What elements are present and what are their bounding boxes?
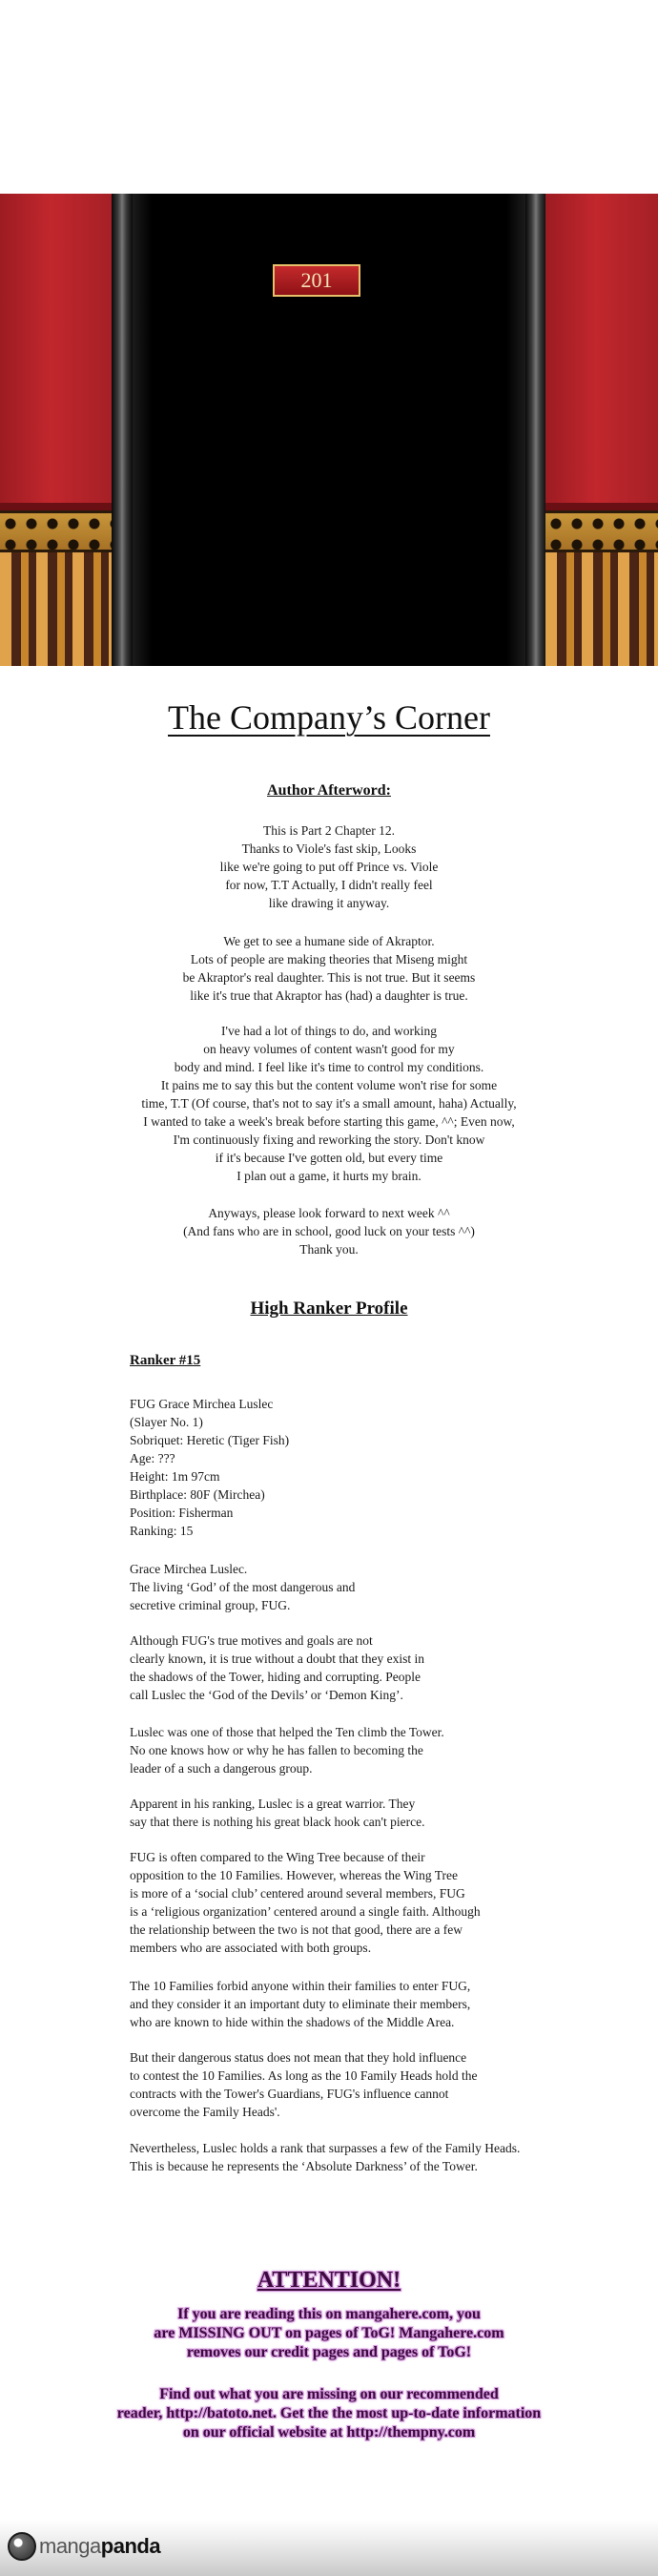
afterword-line: It pains me to say this but the content volume won't rise for some <box>160 1078 498 1092</box>
profile-line: who are known to hide within the shadows of the Middle Area. <box>130 2015 455 2029</box>
profile-line: Apparent in his ranking, Luslec is a great warrior. They <box>130 1797 416 1811</box>
afterword-line: like it's true that Akraptor has (had) a daughter is true. <box>190 988 468 1003</box>
stat-line: (Slayer No. 1) <box>130 1415 203 1429</box>
afterword-line: Thank you. <box>299 1242 359 1257</box>
profile-heading: High Ranker Profile <box>250 1298 408 1319</box>
profile-line: Luslec was one of those that helped the Ten climb the Tower. <box>130 1725 444 1739</box>
afterword-paragraph-1 <box>0 821 658 912</box>
profile-line: to contest the 10 Families. As long as the 10 Family Heads hold the <box>130 2068 478 2083</box>
profile-paragraph-6 <box>130 1977 607 2031</box>
stat-line: Height: 1m 97cm <box>130 1469 220 1484</box>
left-curtain-panel <box>0 194 113 666</box>
profile-line: members who are associated with both groups. <box>130 1941 372 1955</box>
afterword-line: be Akraptor's real daughter. This is not true. But it seems <box>182 970 476 985</box>
profile-line: leader of a such a dangerous group. <box>130 1761 313 1776</box>
afterword-line: I wanted to take a week's break before starting this game, ^^; Even now, <box>143 1114 515 1129</box>
profile-paragraph-1 <box>130 1560 607 1614</box>
profile-paragraph-5 <box>130 1848 607 1957</box>
afterword-line: time, T.T (Of course, that's not to say it's a small amount, haha) Actually, <box>141 1096 517 1111</box>
profile-paragraph-2 <box>130 1631 607 1704</box>
doorway-shadow-left <box>133 194 152 666</box>
afterword-line: if it's because I've gotten old, but every time <box>215 1151 443 1165</box>
left-striped-wall <box>0 552 113 666</box>
profile-paragraph-3 <box>130 1723 607 1777</box>
room-number-plate: 201 <box>273 264 360 297</box>
attention-line: reader, http://batoto.net. Get the the most up-to-date information <box>116 2405 542 2421</box>
left-ornamental-trim <box>0 510 113 552</box>
afterword-line: (And fans who are in school, good luck on your tests ^^) <box>183 1224 475 1238</box>
attention-line: Find out what you are missing on our recommended <box>159 2386 499 2402</box>
attention-line: on our official website at http://thempny.com <box>182 2424 476 2441</box>
afterword-line: like we're going to put off Prince vs. Viole <box>219 860 439 874</box>
profile-line: FUG is often compared to the Wing Tree because of their <box>130 1850 425 1864</box>
profile-line: overcome the Family Heads'. <box>130 2105 280 2119</box>
doorway-shadow-right <box>506 194 525 666</box>
left-pillar <box>112 194 133 666</box>
profile-line: secretive criminal group, FUG. <box>130 1598 291 1612</box>
afterword-paragraph-2 <box>0 932 658 1005</box>
afterword-line: like drawing it anyway. <box>268 896 390 910</box>
profile-line: say that there is nothing his great black hook can't pierce. <box>130 1815 425 1829</box>
attention-title: ATTENTION! <box>257 2268 401 2293</box>
right-curtain-panel <box>545 194 658 666</box>
afterword-line: This is Part 2 Chapter 12. <box>263 823 395 838</box>
attention-line: If you are reading this on mangahere.com, you <box>177 2306 481 2322</box>
profile-paragraph-7 <box>130 2048 607 2121</box>
afterword-line: on heavy volumes of content wasn't good for my <box>203 1042 455 1056</box>
right-red-curtain <box>545 194 658 510</box>
right-ornamental-trim <box>545 510 658 552</box>
profile-line: the relationship between the two is not that good, there are a few <box>130 1922 463 1937</box>
profile-line: the shadows of the Tower, hiding and corrupting. People <box>130 1670 421 1684</box>
stat-line: Age: ??? <box>130 1451 175 1465</box>
profile-paragraph-8 <box>130 2139 607 2175</box>
attention-line: removes our credit pages and pages of ToG! <box>186 2344 472 2360</box>
profile-line: clearly known, it is true without a doubt that they exist in <box>130 1652 424 1666</box>
profile-line: Nevertheless, Luslec holds a rank that surpasses a few of the Family Heads. <box>130 2141 521 2155</box>
ranker-heading: Ranker #15 <box>130 1353 201 1368</box>
stat-line: Sobriquet: Heretic (Tiger Fish) <box>130 1433 290 1447</box>
ranker-stats <box>130 1395 607 1540</box>
profile-line: contracts with the Tower's Guardians, FUG's influence cannot <box>130 2087 449 2101</box>
afterword-line: We get to see a humane side of Akraptor. <box>223 934 435 948</box>
afterword-line: Thanks to Viole's fast skip, Looks <box>241 841 417 856</box>
logo-text-panda: panda <box>100 2534 161 2558</box>
afterword-line: I'm continuously fixing and reworking the story. Don't know <box>173 1132 485 1147</box>
attention-line: are MISSING OUT on pages of ToG! Mangahere.com <box>154 2325 504 2341</box>
right-pillar <box>525 194 546 666</box>
afterword-line: I've had a lot of things to do, and working <box>221 1024 437 1038</box>
afterword-line: Lots of people are making theories that Miseng might <box>190 952 468 966</box>
attention-paragraph-2 <box>0 2385 658 2442</box>
profile-line: Grace Mirchea Luslec. <box>130 1562 248 1576</box>
profile-line: This is because he represents the ‘Absolute Darkness’ of the Tower. <box>130 2159 478 2173</box>
attention-paragraph-1 <box>0 2305 658 2362</box>
page-title: The Company’s Corner <box>168 698 490 737</box>
profile-line: is more of a ‘social club’ centered around several members, FUG <box>130 1886 465 1901</box>
profile-line: But their dangerous status does not mean that they hold influence <box>130 2050 467 2065</box>
profile-paragraph-4 <box>130 1795 607 1831</box>
profile-line: The 10 Families forbid anyone within their families to enter FUG, <box>130 1979 471 1993</box>
afterword-paragraph-3 <box>0 1022 658 1185</box>
profile-line: call Luslec the ‘God of the Devils’ or ‘Demon King’. <box>130 1688 403 1702</box>
stat-line: FUG Grace Mirchea Luslec <box>130 1397 274 1411</box>
profile-line: The living ‘God’ of the most dangerous and <box>130 1580 356 1594</box>
afterword-line: I plan out a game, it hurts my brain. <box>236 1169 422 1183</box>
panda-logo-icon <box>8 2532 36 2561</box>
afterword-heading: Author Afterword: <box>267 782 391 799</box>
profile-line: No one knows how or why he has fallen to becoming the <box>130 1743 423 1757</box>
profile-line: Although FUG's true motives and goals are not <box>130 1633 373 1648</box>
profile-line: is a ‘religious organization’ centered around a single faith. Although <box>130 1904 481 1919</box>
profile-line: opposition to the 10 Families. However, whereas the Wing Tree <box>130 1868 458 1882</box>
right-striped-wall <box>545 552 658 666</box>
stat-line: Birthplace: 80F (Mirchea) <box>130 1487 265 1502</box>
afterword-line: for now, T.T Actually, I didn't really feel <box>225 878 433 892</box>
stat-line: Ranking: 15 <box>130 1524 194 1538</box>
logo-text-manga: manga <box>39 2534 101 2558</box>
afterword-paragraph-4 <box>0 1204 658 1258</box>
afterword-line: body and mind. I feel like it's time to control my conditions. <box>174 1060 484 1074</box>
site-logo[interactable] <box>8 2532 160 2561</box>
afterword-line: Anyways, please look forward to next week ^^ <box>208 1206 450 1220</box>
left-red-curtain <box>0 194 113 510</box>
profile-line: and they consider it an important duty to eliminate their members, <box>130 1997 471 2011</box>
stat-line: Position: Fisherman <box>130 1506 234 1520</box>
